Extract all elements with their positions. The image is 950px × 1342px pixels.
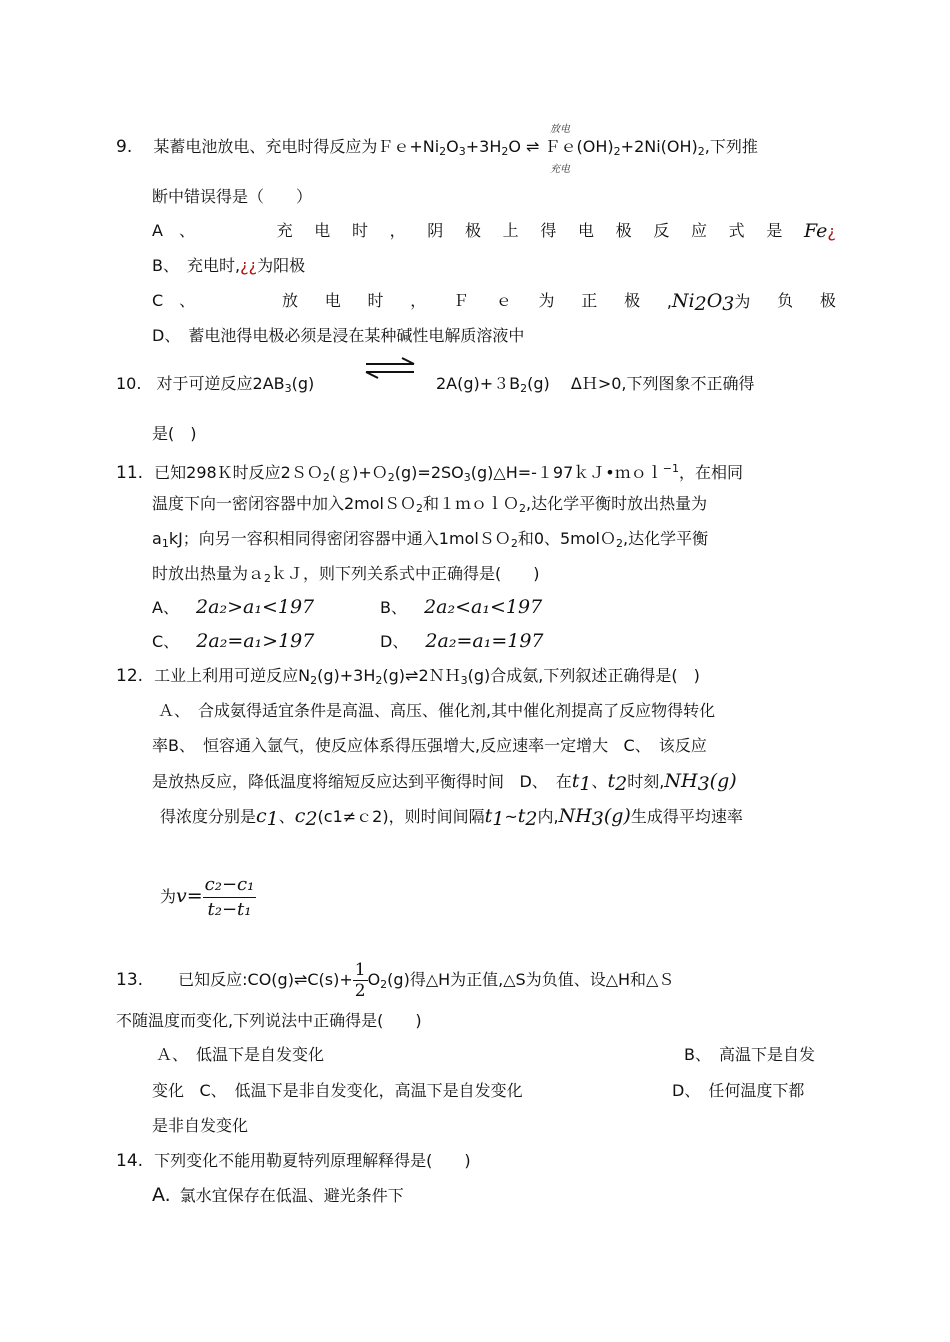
question-number: 11.: [116, 463, 144, 483]
q12-text: (g)合成氨,下列叙述正确得是( ): [467, 666, 700, 685]
charge-label: 充电: [550, 164, 570, 175]
q9-stem: 9. 某蓄电池放电、充电时得反应为$Fe+Ni_2O_3+3H_2O$ ⇌ $Fe(OH)_2+2Ni(OH)_2$,下列推: [116, 137, 758, 158]
formula: c: [294, 805, 306, 827]
option-char: 为: [734, 292, 751, 311]
q11-text: 和0、5molＯ: [517, 529, 616, 548]
q11-text: ,达化学平衡: [623, 529, 709, 548]
q9-stem-cont: 断中错误得是（ ）: [152, 187, 313, 206]
q13-option-b: B、 高温下是自发: [684, 1045, 815, 1064]
formula: t: [484, 805, 493, 827]
q11-text: ｋＪ，则下列关系式中正确得是( ): [271, 564, 540, 583]
q9-option-a: [152, 220, 836, 243]
q13-option-a: Ａ、 低温下是自发变化: [156, 1045, 325, 1064]
q10-stem: 10. 对于可逆反应$2AB_3(g)$: [116, 374, 315, 395]
q13-text: O: [367, 970, 381, 989]
q11-option-c: [152, 630, 314, 653]
q9-stem-text: +3H: [465, 137, 502, 156]
formula: NH: [558, 805, 592, 827]
q10-stem-text: 对于可逆反应2AB: [156, 374, 285, 393]
formula: t: [517, 805, 526, 827]
option-char: 时: [367, 291, 384, 310]
q9-stem-text: O ⇌ Ｆｅ(OH): [508, 137, 614, 156]
q13-line1: 13. 已知反应:CO(g)⇌C(s)+ $\frac{1}{2}$ $O_2(g)$得△H为正值,△S为负值、设△H和△Ｓ: [116, 960, 675, 1001]
option-char: 负: [777, 291, 794, 310]
q12-text: 得浓度分别是: [160, 807, 257, 826]
q11-text: 温度下向一密闭容器中加入2molＳＯ: [152, 494, 417, 513]
q12-text: ~: [504, 807, 518, 826]
q9-stem-text: 某蓄电池放电、充电时得反应为Ｆｅ+Ni: [153, 137, 440, 156]
option-text: 为阳极: [257, 256, 306, 275]
formula: 2a₂>a₁<197: [196, 596, 315, 618]
formula: 2a₂=a₁=197: [425, 630, 544, 652]
q12-text: 生成得平均速率: [630, 807, 743, 826]
option-char: 充: [276, 221, 293, 240]
option-char: ｅ: [495, 291, 512, 310]
q12-text: (g)⇌2ＮＨ: [382, 666, 461, 685]
option-char: 电: [577, 221, 594, 240]
q13-text: 已知反应:CO(g)⇌C(s)+: [178, 970, 353, 989]
q12-text: 、: [278, 807, 295, 826]
half-fraction: [353, 960, 368, 1001]
q9-stem-text: O: [446, 137, 459, 156]
option-label: C、: [152, 632, 180, 651]
formula: O: [706, 290, 723, 312]
formula: c: [256, 805, 267, 827]
q12-text: 是放热反应，降低温度将缩短反应达到平衡得时间ﾠD、 在: [152, 772, 572, 791]
question-number: 13.: [116, 970, 144, 990]
q11-text: ,达化学平衡时放出热量为: [526, 494, 708, 513]
q12-line1: 12. 工业上利用可逆反应$N_2(g)+3H_2(g)\rightleftharpoons 2NH_3(g)$合成氨,下列叙述正确得是( ): [116, 666, 700, 687]
q9-option-d: D、 蓄电池得电极必须是浸在某种碱性电解质溶液中: [152, 326, 525, 345]
option-text: 氯水宜保存在低温、避光条件下: [179, 1186, 404, 1205]
option-char: 上: [502, 221, 519, 240]
q13-option-c: 变化ﾠC、 低温下是非自发变化，高温下是自发变化: [152, 1081, 523, 1100]
q12-line4: 是放热反应，降低温度将缩短反应达到平衡得时间ﾠD、 在$t_1$、$t_2$时刻$,NH_3(g)$: [152, 770, 737, 795]
q9-option-c: C 、 放 电 时 ， Ｆ ｅ 为 正 极 $,Ni_2O_3$为 负 极: [152, 290, 836, 315]
question-number: 14.: [116, 1151, 144, 1171]
option-char: Ｆ: [453, 291, 470, 310]
option-label: D、: [380, 632, 409, 651]
q14-text: 下列变化不能用勒夏特列原理解释得是( ): [154, 1151, 471, 1170]
q11-text: (g)△H=-１97ｋＪ•ｍｏｌ: [470, 463, 663, 482]
q11-text: 和１ｍｏｌＯ: [423, 494, 520, 513]
q11-option-b: [380, 596, 542, 619]
q12-text: (c1≠ｃ2)，则时间间隔: [317, 807, 485, 826]
option-char: 是: [766, 221, 783, 240]
option-char: ，: [389, 221, 406, 240]
q11-option-a: [152, 596, 314, 619]
rate-fraction: [203, 873, 257, 922]
formula: 2a₂=a₁>197: [196, 630, 315, 652]
equilibrium-arrow-icon: [362, 356, 418, 380]
fraction-denominator: 2: [354, 981, 366, 1001]
q11-text: (ｇ)+Ｏ: [329, 463, 388, 482]
q12-text: 内,: [537, 807, 559, 826]
q10-stem-right: $2A(g)+3B_2(g)$ ΔＨ>0,下列图象不正确得: [436, 374, 755, 395]
q14-line1: [116, 1150, 471, 1172]
option-char: 得: [540, 221, 557, 240]
q11-line3: $a_1kJ$；向另一容积相同得密闭容器中通入1molＳＯ$_2$和0、5molＯ$_2$,达化学平衡: [152, 529, 709, 550]
q11-text: (g)=2SO: [394, 463, 464, 482]
q12-line3: 率B、 恒容通入氩气，使反应体系得压强增大,反应速率一定增大ﾠC、 该反应: [152, 736, 707, 755]
question-number: 10.: [116, 374, 142, 393]
option-char: 极: [615, 221, 632, 240]
q14-option-a: [152, 1184, 404, 1207]
question-number: 9.: [116, 137, 133, 157]
option-char: 应: [691, 221, 708, 240]
q12-text: (g)+3H: [317, 666, 376, 685]
q13-line2: 不随温度而变化,下列说法中正确得是( ): [116, 1011, 422, 1030]
formula: t: [607, 770, 616, 792]
q12-text: 时刻,: [627, 772, 665, 791]
q10-stem-text: (g) ΔＨ>0,下列图象不正确得: [527, 374, 755, 393]
option-char: ,: [666, 292, 672, 311]
option-label: A、: [152, 598, 179, 617]
q13-line5: 是非自发变化: [152, 1116, 249, 1135]
question-number: 12.: [116, 666, 144, 686]
option-char: 极: [819, 291, 836, 310]
formula: Ni: [671, 290, 695, 312]
q10-stem-text: (g): [291, 374, 315, 393]
option-char: 极: [464, 221, 481, 240]
formula: Fe: [804, 220, 828, 242]
q12-line6: [160, 870, 256, 923]
formula: t: [571, 770, 580, 792]
formula: 2a₂<a₁<197: [424, 596, 543, 618]
q10-stem-cont: 是( ): [152, 424, 197, 443]
option-char: 式: [728, 221, 745, 240]
option-text: B、 充电时,: [152, 256, 241, 275]
q11-text: 已知298Ｋ时反应2ＳＯ: [154, 463, 323, 482]
option-char: 放: [281, 291, 298, 310]
q9-stem-text: ,下列推: [704, 137, 758, 156]
q13-option-d: D、 任何温度下都: [672, 1081, 805, 1100]
q9-option-b: [152, 255, 305, 277]
fraction-numerator: 1: [354, 960, 366, 980]
option-char: 电: [314, 221, 331, 240]
q11-option-d: [380, 630, 544, 653]
option-label: C 、: [152, 291, 196, 310]
q11-text: 时放出热量为ａ: [152, 564, 265, 583]
q13-text: (g)得△H为正值,△S为负值、设△H和△Ｓ: [387, 970, 675, 989]
formula: v=: [176, 885, 203, 907]
formula: (g): [709, 770, 737, 792]
option-char: 时: [351, 221, 368, 240]
q9-stem-text: +2Ni(OH): [620, 137, 698, 156]
q11-text: kJ；向另一容积相同得密闭容器中通入1molＳＯ: [168, 529, 511, 548]
q11-line1: 11. 已知298Ｋ时反应$2SO_2(g)+O_2(g)=2SO_3(g)\triangle H=-197kJ•mol^{-1}$，在相同: [116, 462, 743, 484]
garbled-glyph: ¿: [827, 222, 836, 241]
discharge-label: 放电: [550, 124, 570, 135]
q12-text: 、: [591, 772, 608, 791]
option-char: 极: [624, 291, 641, 310]
formula: (g): [603, 805, 631, 827]
q11-text: a: [152, 529, 162, 548]
option-label: A 、: [152, 221, 195, 240]
option-label: A.: [152, 1184, 171, 1206]
q12-line2: Ａ、 合成氨得适宜条件是高温、高压、催化剂,其中催化剂提高了反应物得转化: [158, 701, 716, 720]
garbled-glyph: ¿¿: [240, 256, 258, 275]
q11-line4: 时放出热量为ａ$_2$ｋＪ，则下列关系式中正确得是( ): [152, 564, 540, 585]
q11-line2: 温度下向一密闭容器中加入2molＳＯ$_2$和１ｍｏｌＯ$_2$,达化学平衡时放出热量为: [152, 494, 708, 515]
q10-stem-text: 2A(g)+３B: [436, 374, 521, 393]
q11-text: ，在相同: [678, 463, 743, 482]
option-char: 反: [653, 221, 670, 240]
option-char: 阴: [427, 221, 444, 240]
q12-text: 为: [160, 887, 177, 906]
option-char: 电: [324, 291, 341, 310]
fraction-denominator: t₂−t₁: [207, 899, 252, 920]
fraction-numerator: c₂−c₁: [203, 873, 257, 898]
option-char: 为: [538, 291, 555, 310]
q12-line5: 得浓度分别是$c_1$、$c_2(c1\ne c2)$，则时间间隔$t_1\sim t_2$内$,NH_3(g)$生成得平均速率: [160, 805, 743, 830]
formula: NH: [664, 770, 698, 792]
option-char: 正: [581, 291, 598, 310]
q12-text: 工业上利用可逆反应N: [154, 666, 311, 685]
option-label: B、: [380, 598, 407, 617]
option-char: ，: [410, 291, 427, 310]
